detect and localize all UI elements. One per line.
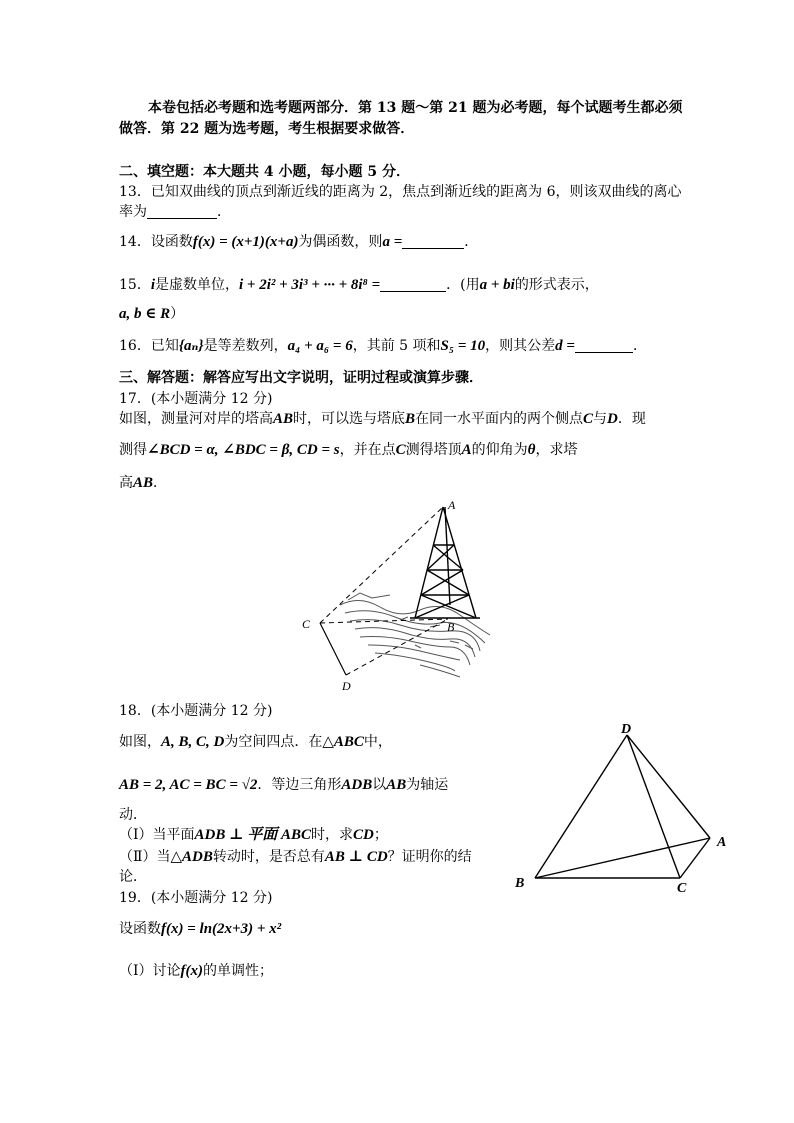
q18-part-2-end: 论． [119, 869, 147, 885]
q16-answer-blank [575, 338, 633, 353]
q18-tri: △ABC [322, 734, 364, 750]
q17-header: 17．(本小题满分 12 分) [119, 391, 273, 407]
q18-p2c: 转动时，是否总有 [212, 849, 325, 865]
q18-p2a: （Ⅱ）当 [119, 849, 171, 865]
q15-line-2 [119, 305, 184, 323]
q19-fx: f(x) [180, 963, 204, 979]
q18-l1b: 为空间四点．在 [224, 734, 323, 750]
q17-l1a: 如图，测量河对岸的塔高 [119, 411, 273, 427]
q18-p1a: （Ⅰ）当平面 [119, 827, 195, 843]
q17-A: A [461, 442, 472, 458]
q17-line-2 [119, 441, 577, 459]
q18-line-3: 动． [119, 807, 147, 823]
q17-C: C [583, 411, 594, 427]
q18-line-1 [119, 733, 392, 751]
q18-p1d: ； [373, 827, 388, 843]
fig17-label-D: D [342, 679, 351, 693]
q19-p1a: （Ⅰ）讨论 [119, 963, 181, 979]
q18-AB: AB [386, 777, 407, 793]
q19-p1b: 的单调性； [203, 963, 274, 979]
q17-l2a: 测得 [119, 442, 147, 458]
q16-mid2: ，其前 5 项和 [352, 338, 441, 354]
q17-AB2: AB [133, 475, 154, 491]
q15-form: a + bi [479, 277, 515, 293]
line-DB [346, 619, 448, 675]
q17-l3a: 高 [119, 475, 133, 491]
q18-part-1 [119, 826, 388, 844]
q18-ADB: ADB [341, 777, 373, 793]
q19-formula: f(x) = ln(2x+3) + x² [161, 921, 282, 937]
q18-part-2 [119, 848, 472, 866]
q18-p1b: ADB ⊥ 平面 ABC [194, 827, 312, 843]
tower [410, 507, 480, 618]
q16-seq: {aₙ} [178, 338, 204, 354]
q15-prefix: 15． [119, 277, 151, 293]
q18-line-2 [119, 776, 448, 794]
q19-l1a: 设函数 [119, 921, 161, 937]
q15-answer-blank [380, 277, 446, 292]
q17-line-1 [119, 410, 646, 428]
q18-p1c: 时，求 [311, 827, 354, 843]
q16-var: d = [555, 338, 575, 354]
q13-answer-blank [147, 204, 217, 219]
q17-line-3 [119, 474, 167, 492]
q18-p2e: ？证明你的结 [387, 849, 472, 865]
q14-mid: 为偶函数，则 [298, 234, 383, 250]
edge-DA [627, 735, 710, 838]
q17-B: B [405, 411, 416, 427]
line-CB [320, 619, 448, 623]
q14-line [119, 233, 478, 251]
section3-heading: 三、解答题：解答应写出文字说明，证明过程或演算步骤． [119, 370, 483, 386]
q16-mid: 是等差数列， [203, 338, 288, 354]
q17-D: D [607, 411, 618, 427]
fig17-label-B: B [447, 620, 455, 634]
q17-l2c: 测得塔顶 [405, 442, 462, 458]
q14-end: ． [464, 234, 479, 250]
q14-formula: f(x) = (x+1)(x+a) [192, 234, 299, 250]
q18-l2a: AB = 2, AC = BC = √2 [119, 777, 258, 793]
q17-tower-figure [300, 495, 500, 695]
q14-var: a = [382, 234, 403, 250]
fig18-label-D: D [621, 722, 632, 737]
q18-tetrahedron-figure [505, 715, 745, 900]
intro-line-2: 做答．第 22 题为选考题，考生根据要求做答． [119, 121, 415, 137]
q15-line2-end: ） [170, 306, 185, 322]
q16-prefix: 16．已知 [119, 338, 179, 354]
q13-text2: 率为 [119, 204, 147, 220]
line-CD [320, 623, 346, 675]
q15-i: i [150, 277, 155, 293]
edge-DC [627, 735, 680, 878]
q16-end: ． [632, 338, 647, 354]
q18-l1a: 如图， [119, 734, 161, 750]
q19-line-1 [119, 920, 281, 938]
q19-header: 19．(本小题满分 12 分) [119, 890, 273, 906]
fig18-label-B: B [515, 876, 525, 891]
q14-answer-blank [402, 234, 464, 249]
q18-l2b: ．等边三角形 [257, 777, 342, 793]
q18-pts: A, B, C, D [161, 734, 225, 750]
q19-part-1 [119, 962, 273, 980]
edge-DB [535, 735, 627, 878]
q17-l1e: ．现 [617, 411, 646, 427]
q16-mid3: ，则其公差 [485, 338, 556, 354]
q13-line-2 [119, 203, 231, 221]
fig18-label-C: C [677, 881, 687, 896]
q18-CD: CD [353, 827, 374, 843]
q17-l1d: 与 [593, 411, 608, 427]
q17-AB: AB [273, 411, 294, 427]
q13-line-1: 13．已知双曲线的顶点到渐近线的距离为 2，焦点到渐近线的距离为 6，则该双曲线的离心 [119, 184, 682, 200]
river-texture [340, 593, 490, 677]
q17-C2: C [395, 442, 406, 458]
line-CA [320, 507, 443, 623]
q17-l1b: 时，可以选与塔底 [293, 411, 406, 427]
q17-theta: θ [527, 442, 536, 458]
q18-l2d: 为轴运 [406, 777, 449, 793]
q17-l1c: 在同一水平面内的两个侧点 [415, 411, 584, 427]
q18-p2d: AB ⊥ CD [324, 849, 388, 865]
q16-sum: S₅ = 10 [440, 338, 486, 354]
q15-end2: 的形式表示， [514, 277, 599, 293]
q18-l1c: 中， [363, 734, 392, 750]
q15-domain: a, b ∈ R [119, 306, 171, 322]
q16-cond: a₄ + a₆ = 6 [287, 338, 353, 354]
q14-prefix: 14．设函数 [119, 234, 193, 250]
q17-l2b: ，并在点 [339, 442, 396, 458]
q17-l3b: ． [153, 475, 168, 491]
fig17-label-C: C [302, 617, 311, 631]
section2-heading: 二、填空题：本大题共 4 小题，每小题 5 分． [119, 164, 410, 180]
q16-line [119, 337, 647, 355]
q15-mid1: 是虚数单位， [155, 277, 239, 293]
q17-l2d: 的仰角为 [471, 442, 528, 458]
intro-line-1: 本卷包括必考题和选考题两部分．第 13 题～第 21 题为必考题，每个试题考生都必须 [148, 100, 683, 116]
q13-end: ． [217, 204, 231, 220]
q18-l2c: 以 [372, 777, 387, 793]
fig17-label-A: A [448, 498, 456, 512]
q15-line-1 [119, 276, 599, 294]
q18-header: 18．(本小题满分 12 分) [119, 703, 273, 719]
fig18-label-A: A [717, 835, 727, 850]
q18-p2b: △ADB [170, 849, 213, 865]
q15-formula: i + 2i² + 3i³ + ··· + 8i⁸ = [239, 277, 381, 293]
q15-end: ．(用 [446, 277, 480, 293]
q17-angles: ∠BCD = α, ∠BDC = β, CD = s [147, 442, 340, 458]
q17-l2e: ，求塔 [535, 442, 578, 458]
